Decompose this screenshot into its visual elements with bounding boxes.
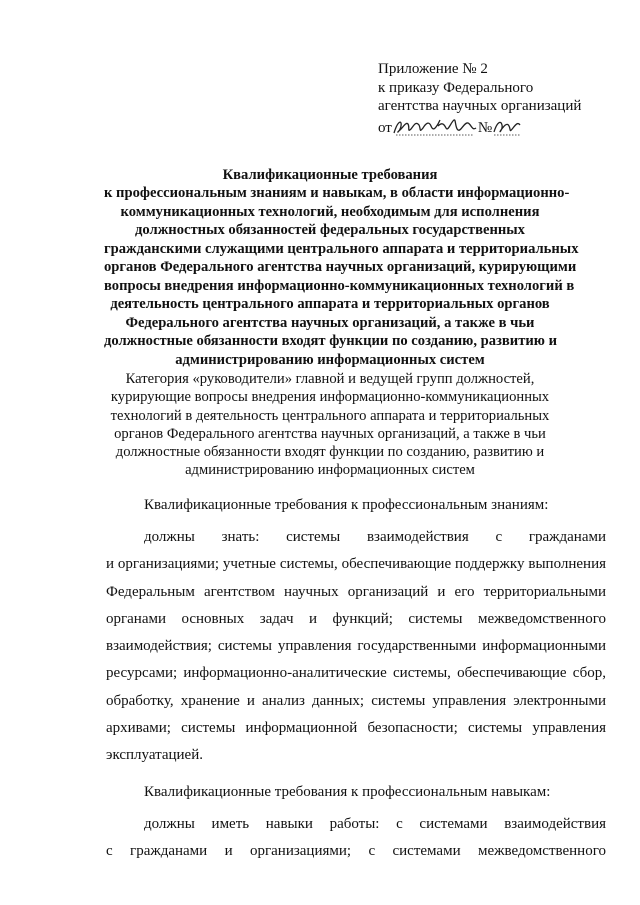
title-line: Федерального агентства научных организаций, а также в чьи <box>125 314 535 331</box>
appendix-date-line <box>378 116 628 138</box>
skills-paragraph <box>106 811 606 866</box>
paragraph-line: эксплуатацией. <box>106 747 203 764</box>
number-sign: № <box>477 120 493 137</box>
handwritten-date-signature <box>392 116 478 138</box>
category-line: органов Федерального агентства научных организаций, а также в чьи <box>114 425 546 442</box>
paragraph-line: Федеральным агентством научных организаций и его территориальными <box>106 583 606 600</box>
title-line: должностных обязанностей федеральных государственных <box>135 222 525 239</box>
title-line: Квалификационные требования <box>222 167 438 183</box>
title-line: гражданскими служащими центрального аппарата и территориальных <box>104 240 579 257</box>
title-line: должностные обязанности входят функции по созданию, развитию и <box>104 333 557 350</box>
appendix-line-1: Приложение № 2 <box>378 61 488 77</box>
paragraph-line: с гражданами и организациями; с системами межведомственного <box>106 842 606 859</box>
date-prefix: от <box>378 120 392 137</box>
category-line: курирующие вопросы внедрения информационно-коммуникационных <box>110 389 550 406</box>
title-line: коммуникационных технологий, необходимым для исполнения <box>120 203 540 220</box>
paragraph-line: обработку, хранение и анализ данных; системы управления электронными <box>106 692 606 709</box>
paragraph-line: должны иметь навыки работы: с системами взаимодействия <box>144 815 606 832</box>
appendix-line-2: к приказу Федерального <box>378 79 534 96</box>
paragraph-line: взаимодействия; системы управления государственными информационными <box>106 638 606 655</box>
paragraph-line: архивами; системы информационной безопасности; системы управления <box>106 720 606 737</box>
paragraph-line: органами основных задач и функций; системы межведомственного <box>106 610 606 627</box>
document-body <box>106 494 606 865</box>
paragraph-line: должны знать: системы взаимодействия с гражданами <box>144 529 606 545</box>
handwritten-number <box>492 116 522 138</box>
category-line: Категория «руководители» главной и ведущей групп должностей, <box>125 371 535 387</box>
title-line: администрированию информационных систем <box>175 351 485 368</box>
paragraph-line: ресурсами; информационно-аналитические системы, обеспечивающие сбор, <box>106 665 606 682</box>
category-line: должностные обязанности входят функции по созданию, развитию и <box>115 444 545 461</box>
title-line: органов Федерального агентства научных организаций, курирующими <box>104 259 577 276</box>
title-line: вопросы внедрения информационно-коммуникационных технологий в <box>104 277 575 294</box>
document-title <box>104 166 579 369</box>
skills-heading: Квалификационные требования к профессиональным навыкам: <box>144 783 551 800</box>
appendix-block <box>378 60 628 138</box>
appendix-line-3: агентства научных организаций <box>378 98 582 115</box>
title-line: деятельность центрального аппарата и территориальных органов <box>110 296 550 313</box>
paragraph-line: и организациями; учетные системы, обеспечивающие поддержку выполнения <box>106 556 606 573</box>
knowledge-paragraph <box>106 524 606 770</box>
category-line: технологий в деятельность центрального аппарата и территориальных <box>110 407 550 424</box>
category-line: администрированию информационных систем <box>185 462 475 479</box>
knowledge-heading: Квалификационные требования к профессиональным знаниям: <box>144 497 549 513</box>
category-subtitle <box>108 370 552 480</box>
title-line: к профессиональным знаниям и навыкам, в области информационно- <box>104 185 570 202</box>
